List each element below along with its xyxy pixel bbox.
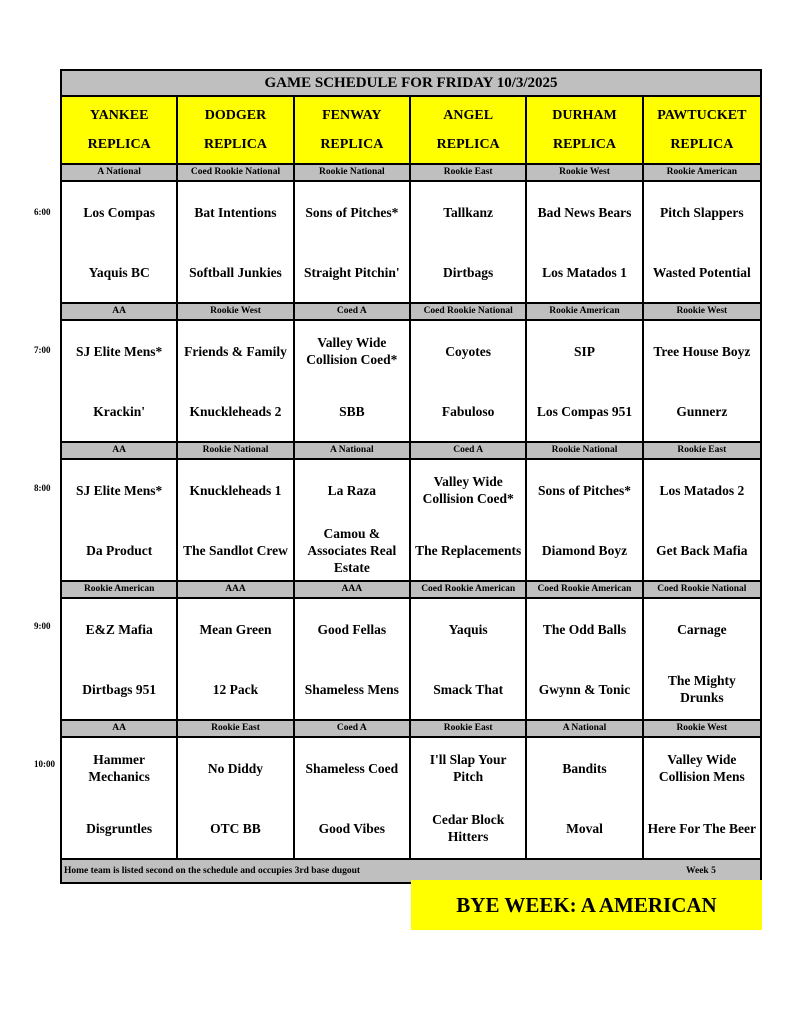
home-team: Straight Pitchin'	[304, 264, 400, 280]
away-team: Pitch Slappers	[660, 204, 744, 220]
game-cell	[178, 460, 294, 580]
game-cell	[295, 738, 411, 858]
away-team: Good Fellas	[317, 621, 387, 637]
schedule-table	[60, 69, 762, 884]
game-cell	[62, 321, 178, 441]
division-label: A National	[62, 165, 178, 180]
division-row	[62, 304, 760, 321]
game-cell	[411, 460, 527, 580]
field-durham	[527, 97, 643, 163]
field-pawtucket	[644, 97, 760, 163]
away-team: SJ Elite Mens*	[76, 343, 163, 359]
field-header-row	[62, 97, 760, 165]
game-cell	[644, 738, 760, 858]
game-cell	[411, 599, 527, 719]
away-team: Bad News Bears	[537, 204, 632, 220]
away-team: No Diddy	[207, 760, 264, 776]
division-label: Rookie West	[676, 306, 728, 316]
field-name: DURHAM	[552, 107, 617, 123]
time-label: 7:00	[34, 345, 51, 355]
game-cell	[62, 182, 178, 302]
field-name: ANGEL	[443, 107, 494, 123]
division-label: Rookie East	[677, 445, 727, 455]
home-team: Los Compas 951	[536, 403, 633, 419]
home-team: Dirtbags	[443, 264, 494, 280]
away-team: The Odd Balls	[542, 621, 627, 637]
division-label: Coed Rookie American	[527, 582, 643, 597]
game-row	[62, 182, 760, 304]
division-label: Coed A	[295, 721, 411, 736]
field-type: REPLICA	[320, 136, 384, 152]
home-team: OTC BB	[210, 820, 261, 836]
game-cell	[295, 599, 411, 719]
home-team: Disgruntles	[86, 820, 153, 836]
home-team: Gunnerz	[676, 403, 728, 419]
home-team: 12 Pack	[212, 681, 259, 697]
division-label: AAA	[178, 582, 294, 597]
away-team: Bat Intentions	[194, 204, 277, 220]
away-team: Valley Wide Collision Coed*	[306, 335, 398, 367]
home-team: Gwynn & Tonic	[538, 681, 631, 697]
away-team: Sons of Pitches*	[537, 482, 631, 498]
field-name: DODGER	[204, 107, 267, 123]
time-label: 10:00	[34, 759, 55, 769]
time-label: 8:00	[34, 483, 51, 493]
game-cell	[527, 599, 643, 719]
away-team: Yaquis	[448, 621, 488, 637]
game-cell	[527, 460, 643, 580]
home-team: Get Back Mafia	[656, 542, 748, 558]
division-label: Rookie American	[666, 167, 738, 177]
field-dodger	[178, 97, 294, 163]
game-row	[62, 321, 760, 443]
game-cell	[295, 182, 411, 302]
home-team: Fabuloso	[441, 403, 495, 419]
division-label: Coed A	[295, 304, 411, 319]
division-label: Rookie American	[62, 582, 178, 597]
home-team-note: Home team is listed second on the schedule and occupies 3rd base dugout	[64, 866, 361, 876]
home-team: Los Matados 1	[542, 264, 627, 280]
division-label: Coed Rookie American	[411, 582, 527, 597]
home-team: Moval	[566, 820, 603, 836]
home-team: The Sandlot Crew	[183, 542, 288, 558]
field-type: REPLICA	[203, 136, 267, 152]
home-team: Da Product	[86, 542, 153, 558]
division-label: Coed Rookie National	[411, 304, 527, 319]
game-row	[62, 738, 760, 860]
home-team: Cedar Block Hitters	[432, 812, 505, 844]
schedule-title: GAME SCHEDULE FOR FRIDAY 10/3/2025	[62, 71, 760, 97]
game-cell	[644, 599, 760, 719]
division-row	[62, 721, 760, 738]
home-team: Dirtbags 951	[82, 681, 157, 697]
home-team: Yaquis BC	[88, 264, 150, 280]
home-team: Diamond Boyz	[541, 542, 628, 558]
field-name: PAWTUCKET	[657, 107, 747, 123]
division-label: AA	[62, 721, 178, 736]
field-fenway	[295, 97, 411, 163]
game-row	[62, 460, 760, 582]
away-team: Friends & Family	[184, 343, 287, 359]
game-cell	[62, 738, 178, 858]
game-cell	[644, 182, 760, 302]
game-cell	[527, 738, 643, 858]
away-team: Tree House Boyz	[653, 343, 751, 359]
division-row	[62, 165, 760, 182]
division-label: AA	[62, 304, 178, 319]
division-row	[62, 443, 760, 460]
away-team: SJ Elite Mens*	[76, 482, 163, 498]
division-label: Rookie National	[178, 443, 294, 458]
game-cell	[178, 738, 294, 858]
home-team: The Replacements	[415, 542, 522, 558]
division-label: Rookie National	[527, 443, 643, 458]
away-team: La Raza	[327, 482, 377, 498]
game-cell	[527, 182, 643, 302]
time-label: 9:00	[34, 621, 51, 631]
away-team: I'll Slap Your Pitch	[429, 752, 507, 784]
game-cell	[62, 460, 178, 580]
field-type: REPLICA	[670, 136, 734, 152]
home-team: Wasted Potential	[652, 264, 751, 280]
division-label: Rookie East	[411, 721, 527, 736]
schedule-footer	[62, 860, 760, 882]
division-label: Rookie National	[295, 165, 411, 180]
game-cell	[62, 599, 178, 719]
field-yankee	[62, 97, 178, 163]
division-label: Rookie West	[676, 723, 728, 733]
home-team: The Mighty Drunks	[667, 673, 736, 705]
game-cell	[411, 321, 527, 441]
away-team: Valley Wide Collision Mens	[658, 752, 745, 784]
away-team: Hammer Mechanics	[88, 752, 150, 784]
home-team: Knuckleheads 2	[189, 403, 282, 419]
game-row	[62, 599, 760, 721]
field-name: FENWAY	[322, 107, 382, 123]
field-type: REPLICA	[87, 136, 151, 152]
away-team: Bandits	[562, 760, 607, 776]
division-label: Coed A	[411, 443, 527, 458]
home-team: SBB	[339, 403, 365, 419]
home-team: Camou & Associates Real Estate	[307, 525, 397, 575]
division-label: Rookie East	[178, 721, 294, 736]
division-label: Rookie American	[527, 304, 643, 319]
game-cell	[644, 321, 760, 441]
game-cell	[644, 460, 760, 580]
game-cell	[411, 182, 527, 302]
away-team: Valley Wide Collision Coed*	[422, 474, 514, 506]
game-cell	[178, 599, 294, 719]
home-team: Smack That	[433, 681, 504, 697]
away-team: Carnage	[677, 621, 727, 637]
division-label: Rookie West	[178, 304, 294, 319]
division-label: AA	[62, 443, 178, 458]
home-team: Softball Junkies	[189, 264, 282, 280]
away-team: Los Matados 2	[659, 482, 745, 498]
away-team: SIP	[573, 343, 595, 359]
away-team: E&Z Mafia	[85, 621, 153, 637]
division-label: AAA	[295, 582, 411, 597]
home-team: Good Vibes	[318, 820, 386, 836]
week-label: Week 5	[686, 866, 716, 876]
division-label: Rookie West	[527, 165, 643, 180]
home-team: Shameless Mens	[304, 681, 399, 697]
game-cell	[295, 460, 411, 580]
bye-week-banner: BYE WEEK: A AMERICAN	[411, 880, 762, 930]
field-type: REPLICA	[552, 136, 616, 152]
division-row	[62, 582, 760, 599]
division-label: A National	[295, 443, 411, 458]
time-label: 6:00	[34, 207, 51, 217]
division-label: Rookie East	[411, 165, 527, 180]
away-team: Los Compas	[83, 204, 155, 220]
game-cell	[411, 738, 527, 858]
away-team: Knuckleheads 1	[189, 482, 282, 498]
field-angel	[411, 97, 527, 163]
field-type: REPLICA	[436, 136, 500, 152]
game-cell	[178, 182, 294, 302]
game-cell	[295, 321, 411, 441]
field-name: YANKEE	[89, 107, 149, 123]
game-cell	[178, 321, 294, 441]
division-label: Coed Rookie National	[657, 584, 747, 594]
away-team: Sons of Pitches*	[305, 204, 399, 220]
division-label: A National	[527, 721, 643, 736]
away-team: Coyotes	[445, 343, 492, 359]
game-cell	[527, 321, 643, 441]
away-team: Mean Green	[199, 621, 272, 637]
home-team: Krackin'	[93, 403, 146, 419]
home-team: Here For The Beer	[647, 820, 756, 836]
away-team: Shameless Coed	[305, 760, 399, 776]
division-label: Coed Rookie National	[178, 165, 294, 180]
away-team: Tallkanz	[443, 204, 494, 220]
